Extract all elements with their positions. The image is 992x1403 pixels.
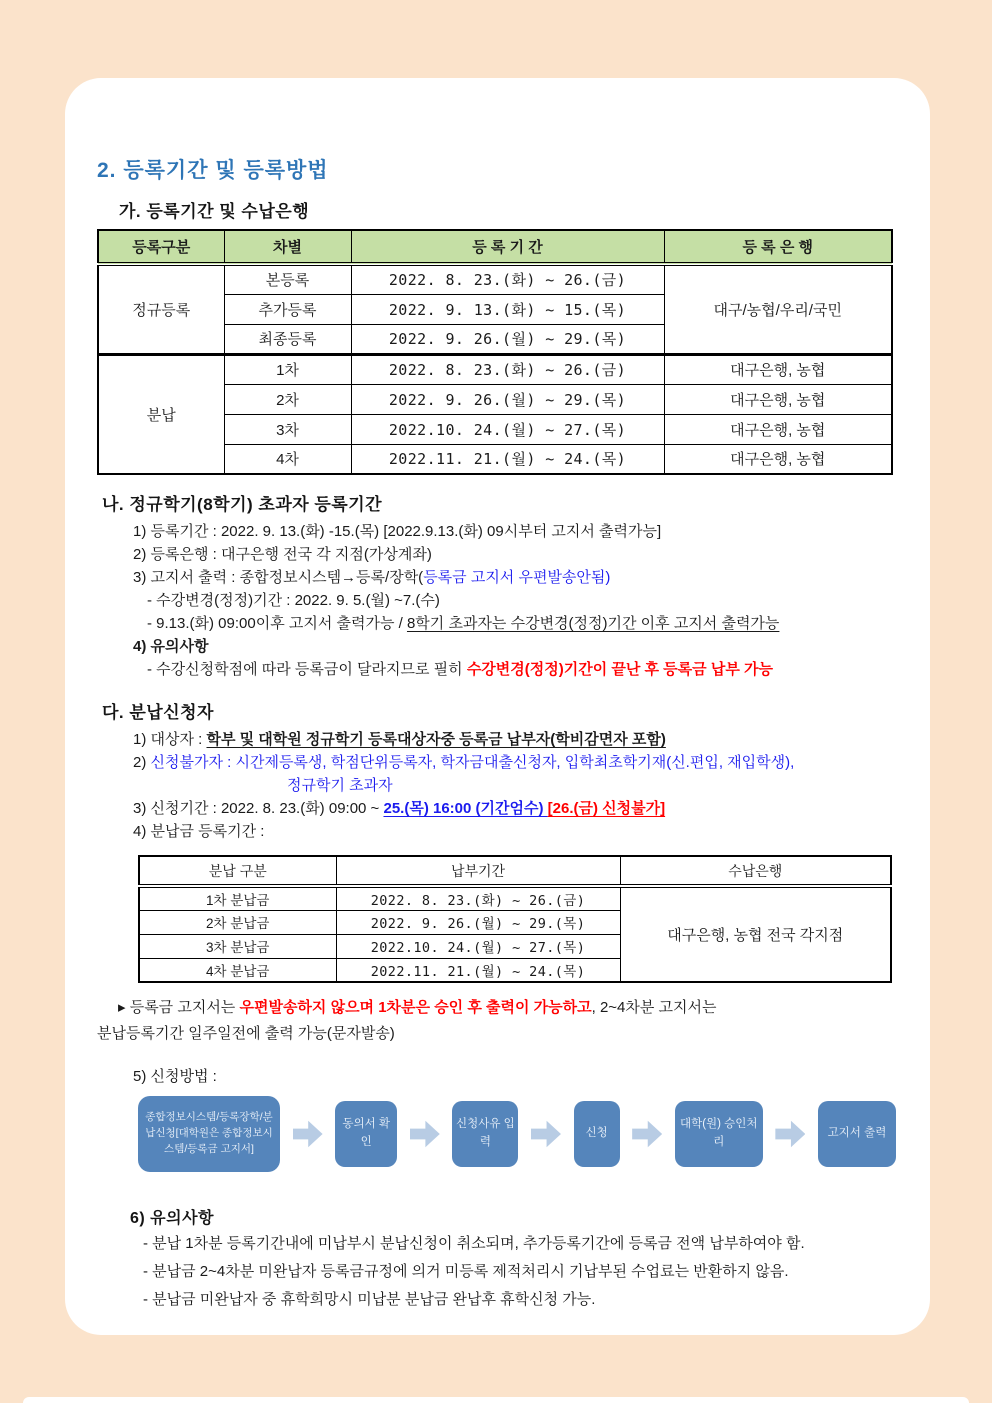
text-black: 1) 대상자 : [133, 731, 207, 748]
triangle-bullet-icon: ▸ [118, 999, 126, 1016]
notice-line: 분납등록기간 일주일전에 출력 가능(문자발송) [97, 1025, 395, 1042]
right-arrow-icon [775, 1119, 805, 1149]
text-red: 우편발송하지 않으며 1차분은 승인 후 출력이 가능하고 [239, 999, 592, 1016]
col-header-period: 등 록 기 간 [351, 230, 664, 264]
text-black: 2) [133, 754, 151, 771]
registration-table [97, 229, 893, 475]
right-arrow-icon [531, 1119, 561, 1149]
text-black: 3) 고지서 출력 : 종합정보시스템→등록/장학( [133, 569, 424, 586]
installment-cell: 1차 분납금 [139, 886, 336, 910]
notice-card [65, 78, 930, 1335]
application-flow [138, 1095, 896, 1173]
list-item: 2) 등록은행 : 대구은행 전국 각 지점(가상계좌) [133, 546, 432, 563]
list-subitem: - 수강변경(정정)기간 : 2022. 9. 5.(월) ~7.(수) [147, 592, 440, 609]
list-item: 4) 유의사항 [133, 638, 209, 655]
bank-cell: 대구은행, 농협 [664, 414, 892, 444]
list-item: - 분납 1차분 등록기간내에 미납부시 분납신청이 취소되며, 추가등록기간에 등록금 전액 납부하여야 함. [143, 1235, 805, 1252]
bank-cell: 대구은행, 농협 [664, 384, 892, 414]
period-cell: 2022. 9. 13.(화) ~ 15.(목) [351, 294, 664, 324]
right-arrow-icon [410, 1119, 440, 1149]
installment-cell: 4차 분납금 [139, 958, 336, 982]
table-row [139, 886, 891, 910]
section-a-heading: 가. 등록기간 및 수납은행 [119, 202, 310, 221]
table-row [98, 264, 892, 294]
col-header-installment: 분납 구분 [139, 856, 336, 886]
installment-cell: 2차 분납금 [139, 910, 336, 934]
list-item [133, 751, 900, 774]
section-b-list [133, 520, 900, 681]
round-cell: 3차 [224, 414, 351, 444]
round-cell: 본등록 [224, 264, 351, 294]
group-regular-label: 정규등록 [98, 264, 224, 354]
text-blue-underlined: 25.(목) 16:00 (기간엄수) [383, 800, 548, 817]
list-item: 1) 등록기간 : 2022. 9. 13.(화) -15.(목) [2022.9.13.(화) 09시부터 고지서 출력가능] [133, 523, 662, 540]
installment-table-body [139, 886, 891, 982]
installment-table-header [139, 856, 891, 886]
table-row [98, 354, 892, 384]
period-cell: 2022.10. 24.(월) ~ 27.(목) [351, 414, 664, 444]
round-cell: 최종등록 [224, 324, 351, 354]
page-title: 2. 등록기간 및 등록방법 [97, 159, 329, 182]
section-c-list [133, 728, 900, 843]
notice-line [118, 995, 900, 1021]
section-b-heading: 나. 정규학기(8학기) 초과자 등록기간 [102, 495, 383, 514]
section-f-heading: 6) 유의사항 [130, 1210, 214, 1227]
flow-step-reason: 신청사유 입력 [452, 1101, 518, 1167]
installment-cell: 3차 분납금 [139, 934, 336, 958]
flow-step-approval: 대학(원) 승인처리 [675, 1101, 763, 1167]
flow-step-print: 고지서 출력 [818, 1101, 896, 1167]
list-subitem [147, 612, 900, 635]
group-installment-label: 분납 [98, 354, 224, 474]
col-header-bank: 등 록 은 행 [664, 230, 892, 264]
bank-cell: 대구은행, 농협 [664, 354, 892, 384]
text-blue: 신청불가자 : 시간제등록생, 학점단위등록자, 학자금대출신청자, 입학최초학기재(신.편입, 재입학생), [150, 754, 795, 771]
period-cell: 2022. 9. 26.(월) ~ 29.(목) [351, 384, 664, 414]
col-header-bank: 수납은행 [620, 856, 891, 886]
list-subitem [147, 658, 900, 681]
right-arrow-icon [632, 1119, 662, 1149]
text-black: - 9.13.(화) 09:00이후 고지서 출력가능 / [147, 615, 407, 632]
period-cell: 2022.11. 21.(월) ~ 24.(목) [351, 444, 664, 474]
period-cell: 2022. 8. 23.(화) ~ 26.(금) [351, 264, 664, 294]
period-cell: 2022. 9. 26.(월) ~ 29.(목) [351, 324, 664, 354]
text-blue: 등록금 고지서 우편발송안됨) [423, 569, 611, 586]
text-black: - 수강신청학점에 따라 등록금이 달라지므로 필히 [147, 661, 467, 678]
bill-notice [97, 995, 900, 1047]
list-item [133, 797, 900, 820]
list-item: 4) 분납금 등록기간 : [133, 823, 265, 840]
text-underlined: 8학기 초과자는 수강변경(정정)기간 이후 고지서 출력가능 [406, 615, 780, 632]
period-cell: 2022.10. 24.(월) ~ 27.(목) [336, 934, 620, 958]
period-cell: 2022. 8. 23.(화) ~ 26.(금) [336, 886, 620, 910]
round-cell: 2차 [224, 384, 351, 414]
method-label: 5) 신청방법 : [133, 1068, 217, 1085]
registration-table-header [98, 230, 892, 264]
installment-table [138, 855, 892, 983]
round-cell: 1차 [224, 354, 351, 384]
table-header-row [139, 856, 891, 886]
list-item [133, 566, 900, 589]
round-cell: 추가등록 [224, 294, 351, 324]
flow-step-agreement: 동의서 확인 [335, 1101, 397, 1167]
text-red: 수강변경(정정)기간이 끝난 후 등록금 납부 가능 [466, 661, 773, 678]
flow-step-apply: 신청 [574, 1101, 620, 1167]
registration-table-body [98, 264, 892, 474]
period-cell: 2022.11. 21.(월) ~ 24.(목) [336, 958, 620, 982]
bank-cell: 대구은행, 농협 [664, 444, 892, 474]
text-black: 등록금 고지서는 [125, 999, 240, 1016]
col-header-round: 차별 [224, 230, 351, 264]
period-cell: 2022. 8. 23.(화) ~ 26.(금) [351, 354, 664, 384]
bank-cell: 대구은행, 농협 전국 각지점 [620, 886, 891, 982]
text-bold-underlined: 학부 및 대학원 정규학기 등록대상자중 등록금 납부자(학비감면자 포함) [206, 731, 666, 748]
text-black: , 2~4차분 고지서는 [591, 999, 717, 1016]
flow-step-system: 종합정보시스템/등록장학/분납신청[대학원은 종합정보시스템/등록금 고지서] [138, 1096, 280, 1172]
text-black: 3) 신청기간 : 2022. 8. 23.(화) 09:00 ~ [133, 800, 384, 817]
list-item [133, 728, 900, 751]
next-page-card-edge [23, 1397, 969, 1403]
table-header-row [98, 230, 892, 264]
col-header-category: 등록구분 [98, 230, 224, 264]
list-item: - 분납금 2~4차분 미완납자 등록금규정에 의거 미등록 제적처리시 기납부된 수업료는 반환하지 않음. [143, 1263, 789, 1280]
bank-cell: 대구/농협/우리/국민 [664, 264, 892, 354]
period-cell: 2022. 9. 26.(월) ~ 29.(목) [336, 910, 620, 934]
section-f-list [143, 1230, 900, 1314]
col-header-payperiod: 납부기간 [336, 856, 620, 886]
round-cell: 4차 [224, 444, 351, 474]
list-item-continuation: 정규학기 초과자 [287, 777, 393, 794]
text-red-underlined: [26.(금) 신청불가] [547, 800, 666, 817]
section-c-heading: 다. 분납신청자 [102, 703, 214, 722]
right-arrow-icon [293, 1119, 323, 1149]
list-item: - 분납금 미완납자 중 휴학희망시 미납분 분납금 완납후 휴학신청 가능. [143, 1291, 596, 1308]
